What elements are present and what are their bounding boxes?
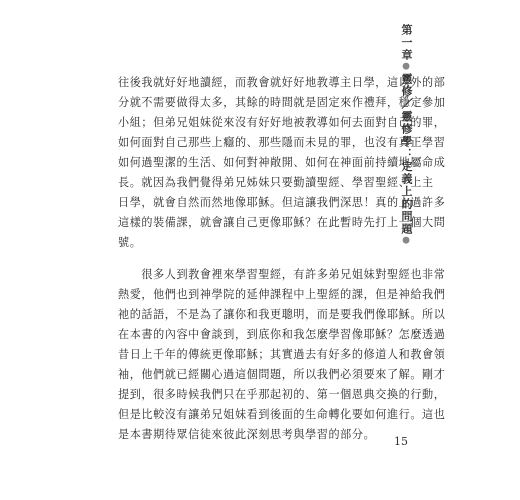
text-line: 日學，就會自然而然地像耶穌。但這讓我們深思！真的上過許多	[118, 196, 446, 209]
chapter-title: 靈修／靈修學：定義上的問題	[400, 73, 413, 236]
page-number: 15	[394, 435, 408, 448]
text-line: 袖，他們就已經關心過這個問題，所以我們必須要來了解。剛才	[118, 368, 446, 381]
text-line: 昔日上千年的傳統更像耶穌；其實過去有好多的修道人和教會領	[118, 348, 446, 361]
text-line: 長。就因為我們覺得弟兄姊妹只要勤讀聖經、學習聖經、上主	[118, 176, 434, 189]
text-line: 很多人到教會裡來學習聖經，有許多弟兄姐妹對聖經也非常	[118, 268, 446, 281]
text-line: 分就不需要做得太多，其餘的時間就是固定來作禮拜，穩定參加	[118, 96, 446, 109]
header-separator-dot-end: ●	[401, 235, 411, 247]
text-line: 這樣的裝備課，就會讓自己更像耶穌？在此暫時先打上一個大問	[118, 216, 446, 229]
text-line: 提到，很多時候我們只在乎那起初的、第一個恩典交換的行動，	[118, 388, 446, 401]
paragraph-gap	[118, 253, 390, 265]
text-line: 往後我就好好地讀經，而教會就好好地教導主日學，這以外的部	[118, 76, 446, 89]
text-line: 在本書的內容中會談到，到底你和我怎麼學習像耶穌？怎麼透過	[118, 328, 446, 341]
text-line: 祂的話語，不是為了讓你和我更聰明，而是要我們像耶穌。所以	[118, 308, 446, 321]
chapter-label: 第一章	[400, 24, 413, 62]
text-line: 如何面對自己那些上癮的、那些隱而未見的罪，也沒有真正學習	[118, 136, 446, 149]
header-separator-dot: ●	[401, 61, 411, 73]
text-line: 小組；但弟兄姐妹從來沒有好好地被教導如何去面對自己的罪，	[118, 116, 446, 129]
text-line: 但是比較沒有讓弟兄姐妹看到後面的生命轉化要如何進行。這也	[118, 408, 446, 421]
text-line: 如何過聖潔的生活、如何對神敞開、如何在神面前持續地屬命成	[118, 156, 446, 169]
text-line: 熱愛，他們也到神學院的延伸課程中上聖經的課，但是神給我們	[118, 288, 446, 301]
text-line: 是本書期待眾信徒來彼此深刻思考與學習的部分。	[118, 428, 376, 441]
text-line: 號。	[118, 236, 142, 249]
